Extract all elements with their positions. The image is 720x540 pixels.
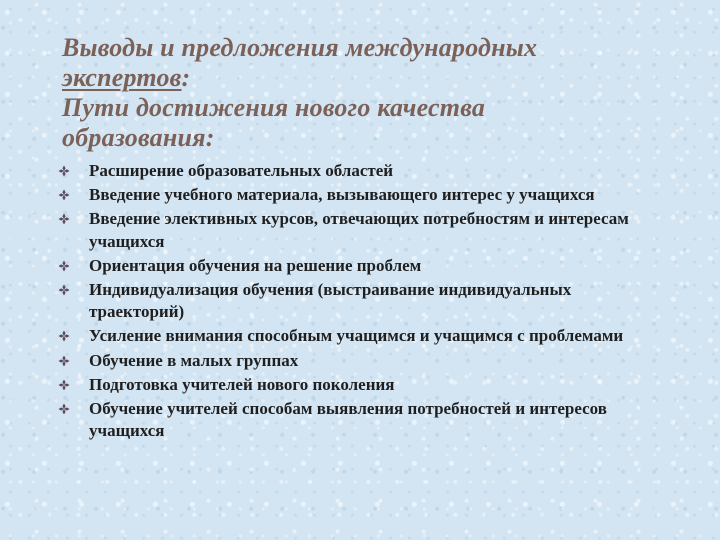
list-item-text: Введение элективных курсов, отвечающих потребностям и интересам учащихся: [89, 209, 629, 251]
diamond-bullet-icon: [58, 355, 70, 367]
title-line-2: [62, 63, 682, 93]
list-item: [58, 398, 668, 443]
list-item-text: Ориентация обучения на решение проблем: [89, 255, 422, 275]
list-item: [58, 160, 668, 183]
title-line-3: Пути достижения нового качества: [62, 93, 486, 122]
diamond-bullet-icon: [58, 403, 70, 415]
diamond-bullet-icon: [58, 284, 70, 296]
list-item-text: Обучение учителей способам выявления потребностей и интересов учащихся: [89, 398, 607, 441]
diamond-bullet-icon: [58, 260, 70, 272]
diamond-bullet-icon: [58, 189, 70, 201]
list-item: [58, 184, 668, 207]
list-item: [58, 208, 668, 253]
bullet-list: [58, 160, 668, 444]
list-item: [58, 279, 668, 324]
list-item: [58, 255, 668, 278]
list-item: [58, 374, 668, 397]
title-colon: :: [181, 63, 191, 92]
diamond-bullet-icon: [58, 330, 70, 342]
diamond-bullet-icon: [58, 213, 70, 225]
list-item: [58, 325, 668, 348]
list-item-text: Введение учебного материала, вызывающего интерес у учащихся: [89, 185, 595, 205]
list-item-text: Усиление внимания способным учащимся и учащимся с проблемами: [89, 326, 624, 346]
title-line-1: Выводы и предложения международных: [62, 33, 538, 62]
list-item-text: Индивидуализация обучения (выстраивание индивидуальных траекторий): [89, 279, 572, 322]
list-item-text: Обучение в малых группах: [89, 350, 299, 370]
diamond-bullet-icon: [58, 165, 70, 177]
list-item-text: Подготовка учителей нового поколения: [89, 374, 395, 394]
diamond-bullet-icon: [58, 379, 70, 391]
list-item-text: Расширение образовательных областей: [89, 161, 394, 180]
title-underlined-word: экспертов: [62, 63, 182, 92]
slide-title: [62, 33, 682, 153]
title-line-4: образования:: [62, 123, 215, 152]
list-item: [58, 350, 668, 373]
